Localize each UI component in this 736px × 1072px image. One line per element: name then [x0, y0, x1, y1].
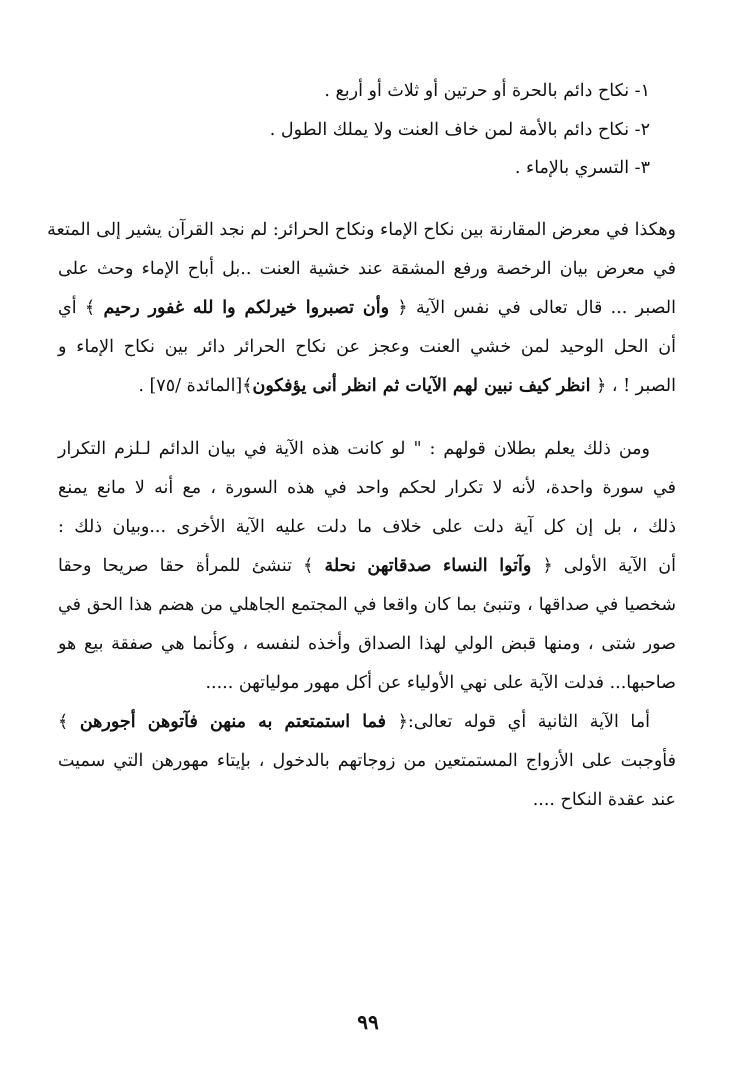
- quran-verse: فما استمتعتم به منهن فآتوهن أجورهن: [79, 712, 387, 732]
- text-run: الصبر ! ، ﴿: [596, 376, 676, 396]
- paragraph-1-line-3: [58, 295, 676, 321]
- page-number: ٩٩: [357, 1010, 379, 1034]
- text-run: أما الآية الثانية أي قوله تعالى:﴿: [397, 712, 650, 732]
- quran-verse: انظر كيف نبين لهم الآيات ثم انظر أنى يؤفكون: [252, 376, 591, 396]
- paragraph-1-line-4: أن الحل الوحيد لمن خشي العنت وعجز عن نكاح الحرائر دائر بين نكاح الإماء و: [58, 337, 676, 357]
- text-run: الصبر ... قال تعالى في نفس الآية ﴿: [397, 298, 676, 318]
- paragraph-2-line-7: صاحبها... فدلت الآية على نهي الأولياء عن أكل مهور مولياتهن .....: [205, 673, 676, 693]
- paragraph-2-line-2: في سورة واحدة، لأنه لا تكرار لحكم واحد في هذه السورة ، مع أنه لا مانع يمنع: [58, 478, 676, 498]
- citation: ﴾[المائدة /٧٥] .: [138, 376, 253, 396]
- quran-verse: وأن تصبروا خيرلكم وا لله غفور رحيم: [103, 298, 390, 318]
- paragraph-2-line-3: ذلك ، بل إن كل آية دلت على خلاف ما دلت عليه الآية الأخرى ...وبيان ذلك :: [58, 517, 676, 537]
- paragraph-1-line-1: وهكذا في معرض المقارنة بين نكاح الإماء ونكاح الحرائر: لم نجد القرآن يشير إلى المتعة: [47, 220, 676, 240]
- list-item-1: ١- نكاح دائم بالحرة أو حرتين أو ثلاث أو أربع .: [324, 81, 650, 101]
- text-run: ﴾ أي: [58, 298, 96, 318]
- paragraph-1-line-2: في معرض بيان الرخصة ورفع المشقة عند خشية العنت ..بل أباح الإماء وحث على: [58, 259, 676, 279]
- text-run: ﴾ تنشئ للمرأة حقا صريحا وحقا: [58, 556, 314, 576]
- list-item-3: ٣- التسري بالإماء .: [514, 158, 650, 178]
- paragraph-2-line-6: صور شتى ، ومنها قبض الولي لهذا الصداق وأخذه لنفسه ، وكأنما هي صفقة بيع هو: [58, 634, 676, 654]
- paragraph-2-line-5: شخصيا في صداقها ، وتنبئ بما كان واقعا في المجتمع الجاهلي من هضم هذا الحق في: [58, 595, 676, 615]
- paragraph-2-line-1: ومن ذلك يعلم بطلان قولهم : " لو كانت هذه الآية في بيان الدائم لـلزم التكرار: [58, 439, 650, 459]
- text-run: أن الآية الأولى ﴿: [542, 556, 676, 576]
- paragraph-1-line-5: [138, 373, 676, 399]
- paragraph-3-line-1: [58, 709, 650, 735]
- paragraph-3-line-3: عند عقدة النكاح ....: [532, 790, 676, 810]
- quran-verse: وآتوا النساء صدقاتهن نحلة: [324, 556, 532, 576]
- paragraph-3-line-2: فأوجبت على الأزواج المستمتعين من زوجاتهم بالدخول ، بإيتاء مهورهن التي سميت: [58, 751, 676, 771]
- paragraph-2-line-4: [58, 553, 676, 579]
- text-run: ﴾: [58, 712, 69, 732]
- list-item-2: ٢- نكاح دائم بالأمة لمن خاف العنت ولا يملك الطول .: [269, 120, 650, 140]
